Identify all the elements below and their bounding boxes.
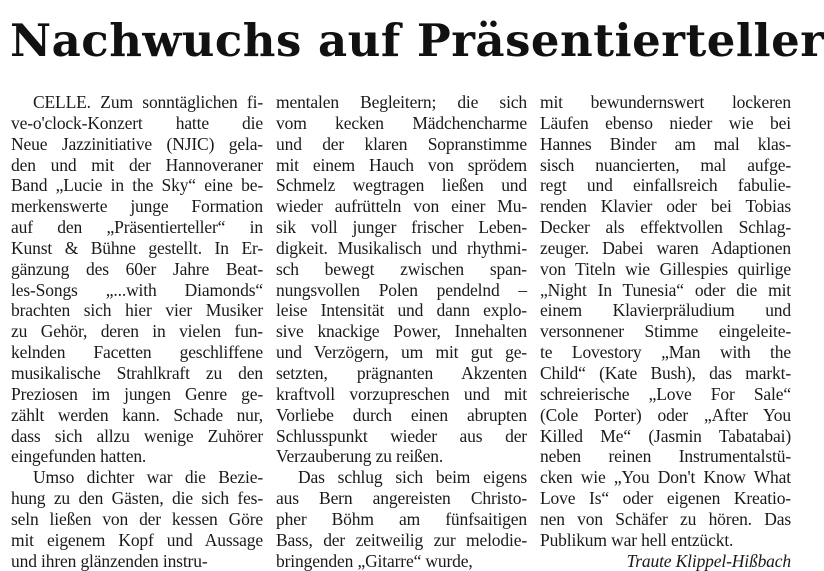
text-line: den und mit der Hannoveraner	[11, 154, 263, 175]
text-line: Preziosen im jungen Genre ge-	[11, 383, 263, 404]
text-line: leise Intensität und dann explo-	[276, 300, 527, 321]
text-line: gänzung des 60er Jahre Beat-	[11, 258, 263, 279]
text-line: musikalische Strahlkraft zu den	[11, 362, 263, 383]
text-line: eingefunden hatten.	[11, 446, 147, 467]
text-line: Umso dichter war die Bezie-	[33, 467, 263, 488]
text-line: und Verzögern, um mit gut ge-	[276, 342, 527, 363]
text-line: Child“ (Kate Bush), das markt-	[540, 362, 791, 383]
text-line: bringenden „Gitarre“ wurde,	[276, 550, 473, 571]
text-line: Hannes Binder am mal klas-	[540, 133, 791, 154]
text-line: Verzauberung zu reißen.	[276, 446, 444, 467]
text-line: Läufen ebenso nieder wie bei	[540, 112, 791, 133]
text-line: zeuger. Dabei waren Adaptionen	[540, 237, 791, 258]
text-line: wieder aufrütteln von einer Mu-	[276, 196, 527, 217]
text-line: nen von Schäfer zu hören. Das	[540, 508, 791, 529]
text-line: „Night In Tunesia“ oder die mit	[540, 279, 791, 300]
headline: Nachwuchs auf Präsentierteller	[10, 14, 824, 67]
text-line: Schlusspunkt wieder aus der	[276, 425, 527, 446]
text-line: mit bewundernswert lockeren	[540, 92, 791, 112]
author-byline: Traute Klippel-Hißbach	[626, 550, 791, 571]
text-line: cken wie „You Don't Know What	[540, 467, 791, 488]
text-line: Band „Lucie in the Sky“ eine be-	[11, 175, 263, 196]
text-line: merkenswerte junge Formation	[11, 196, 263, 217]
text-line: Love Is“ oder eigenen Kreatio-	[540, 488, 791, 509]
text-line: Schmelz wegtragen ließen und	[276, 175, 527, 196]
text-line: auf den „Präsentierteller“ in	[11, 217, 263, 238]
text-column-3	[540, 92, 791, 571]
text-line: Bass, der zeitweilig zur melodie-	[276, 529, 527, 550]
text-line: hung zu den Gästen, die sich fes-	[11, 488, 263, 509]
text-line: sch bewegt zwischen span-	[276, 258, 527, 279]
text-line: schreierische „Love For Sale“	[540, 383, 791, 404]
text-line: ve-o'clock-Konzert hatte die	[11, 112, 263, 133]
text-line: te Lovestory „Man with the	[540, 342, 791, 363]
text-line: Das schlug sich beim eigens	[298, 467, 527, 488]
text-line: versonnener Stimme eingeleite-	[540, 321, 791, 342]
text-line: regt und einfallsreich fabulie-	[540, 175, 791, 196]
text-line: zu Gehör, deren in vielen fun-	[11, 321, 263, 342]
text-line: kelnden Facetten geschliffene	[11, 342, 263, 363]
text-line: sik voll junger frischer Leben-	[276, 217, 527, 238]
text-line: neben reinen Instrumentalstü-	[540, 446, 791, 467]
text-line: kraftvoll vorzupreschen und mit	[276, 383, 527, 404]
text-line: zählt werden kann. Schade nur,	[11, 404, 263, 425]
text-line: Publikum war hell entzückt.	[540, 529, 734, 550]
text-line: brachten sich hier vier Musiker	[11, 300, 263, 321]
text-line: Vorliebe durch einen abrupten	[276, 404, 527, 425]
text-line: CELLE. Zum sonntäglichen fi-	[33, 92, 263, 112]
text-line: pher Böhm am fünfsaitigen	[276, 508, 527, 529]
text-line: von Titeln wie Gillespies quirlige	[540, 258, 791, 279]
text-line: Killed Me“ (Jasmin Tabatabai)	[540, 425, 791, 446]
text-line: seln ließen von der kessen Göre	[11, 508, 263, 529]
text-line: nungsvollen Polen pendelnd –	[276, 279, 527, 300]
text-line: und ihren glänzenden instru-	[11, 550, 208, 571]
text-line: mentalen Begleitern; die sich	[276, 92, 527, 112]
text-line: Neue Jazzinitiative (NJIC) gela-	[11, 133, 263, 154]
text-line: setzten, prägnanten Akzenten	[276, 362, 527, 383]
text-line: (Cole Porter) oder „After You	[540, 404, 791, 425]
text-line: einem Klavierpräludium und	[540, 300, 791, 321]
text-line: sive knackige Power, Innehalten	[276, 321, 527, 342]
text-line: Kunst & Bühne gestellt. In Er-	[11, 237, 263, 258]
text-line: sisch nuancierten, mal aufge-	[540, 154, 791, 175]
text-line: renden Klavier oder bei Tobias	[540, 196, 791, 217]
text-line: dass sich allzu wenige Zuhörer	[11, 425, 263, 446]
text-line: aus Bern angereisten Christo-	[276, 488, 527, 509]
text-column-2	[276, 92, 527, 571]
text-line: vom kecken Mädchencharme	[276, 112, 527, 133]
text-line: Decker als effektvollen Schlag-	[540, 217, 791, 238]
text-column-1	[11, 92, 263, 571]
text-line: les-Songs „...with Diamonds“	[11, 279, 263, 300]
text-line: mit eigenem Kopf und Aussage	[11, 529, 263, 550]
text-line: mit einem Hauch von sprödem	[276, 154, 527, 175]
text-line: digkeit. Musikalisch und rhythmi-	[276, 237, 527, 258]
text-line: und der klaren Sopranstimme	[276, 133, 527, 154]
